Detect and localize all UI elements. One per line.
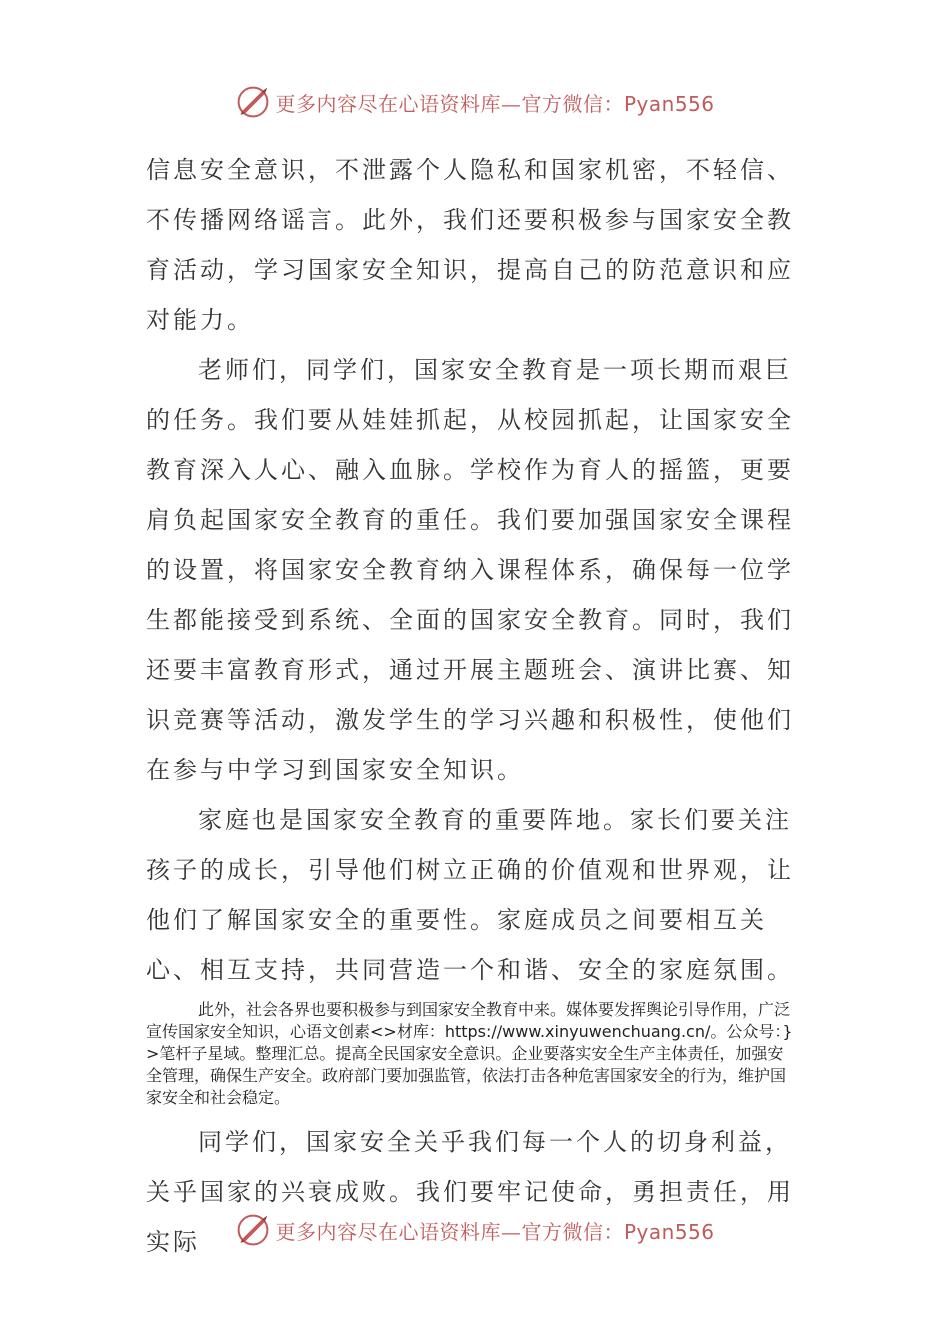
pen-logo-icon xyxy=(235,84,271,120)
paragraph-3: 家庭也是国家安全教育的重要阵地。家长们要关注孩子的成长，引导他们树立正确的价值观和世界观，让他们了解国家安全的重要性。家庭成员之间要相互关心、相互支持，共同营造一个和谐、安全的家庭氛围。 xyxy=(146,806,794,984)
header-banner xyxy=(0,82,950,122)
header-banner-text: 更多内容尽在心语资料库—官方微信：Pyan556 xyxy=(275,91,715,116)
paragraph-4-small: 此外，社会各界也要积极参与到国家安全教育中来。媒体要发挥舆论引导作用，广泛宣传国家安全知识，心语文创素<>材库：https://www.xinyuwenchuang.cn/。公众号：}>笔杆子星域。整理汇总。提高全民国家安全意识。企业要落实安全生产主体责任，加强安全管理，确保生产安全。政府部门要加强监管，依法打击各种危害国家安全的行为，维护国家安全和社会稳定。 xyxy=(146,1000,793,1107)
paragraph-2: 老师们，同学们，国家安全教育是一项长期而艰巨的任务。我们要从娃娃抓起，从校园抓起，让国家安全教育深入人心、融入血脉。学校作为育人的摇篮，更要肩负起国家安全教育的重任。我们要加强国家安全课程的设置，将国家安全教育纳入课程体系，确保每一位学生都能接受到系统、全面的国家安全教育。同时，我们还要丰富教育形式，通过开展主题班会、演讲比赛、知识竞赛等活动，激发学生的学习兴趣和积极性，使他们在参与中学习到国家安全知识。 xyxy=(146,356,794,784)
footer-banner-text: 更多内容尽在心语资料库—官方微信：Pyan556 xyxy=(275,1219,715,1244)
pen-logo-icon xyxy=(235,1212,271,1248)
footer-banner xyxy=(0,1210,950,1250)
paragraph-1: 信息安全意识，不泄露个人隐私和国家机密，不轻信、不传播网络谣言。此外，我们还要积极参与国家安全教育活动，学习国家安全知识，提高自己的防范意识和应对能力。 xyxy=(146,156,794,334)
document-body xyxy=(146,145,796,1267)
paragraph-5: 同学们，国家安全关乎我们每一个人的切身利益，关乎国家的兴衰成败。我们要牢记使命，勇担责任，用实际 xyxy=(146,1128,794,1256)
